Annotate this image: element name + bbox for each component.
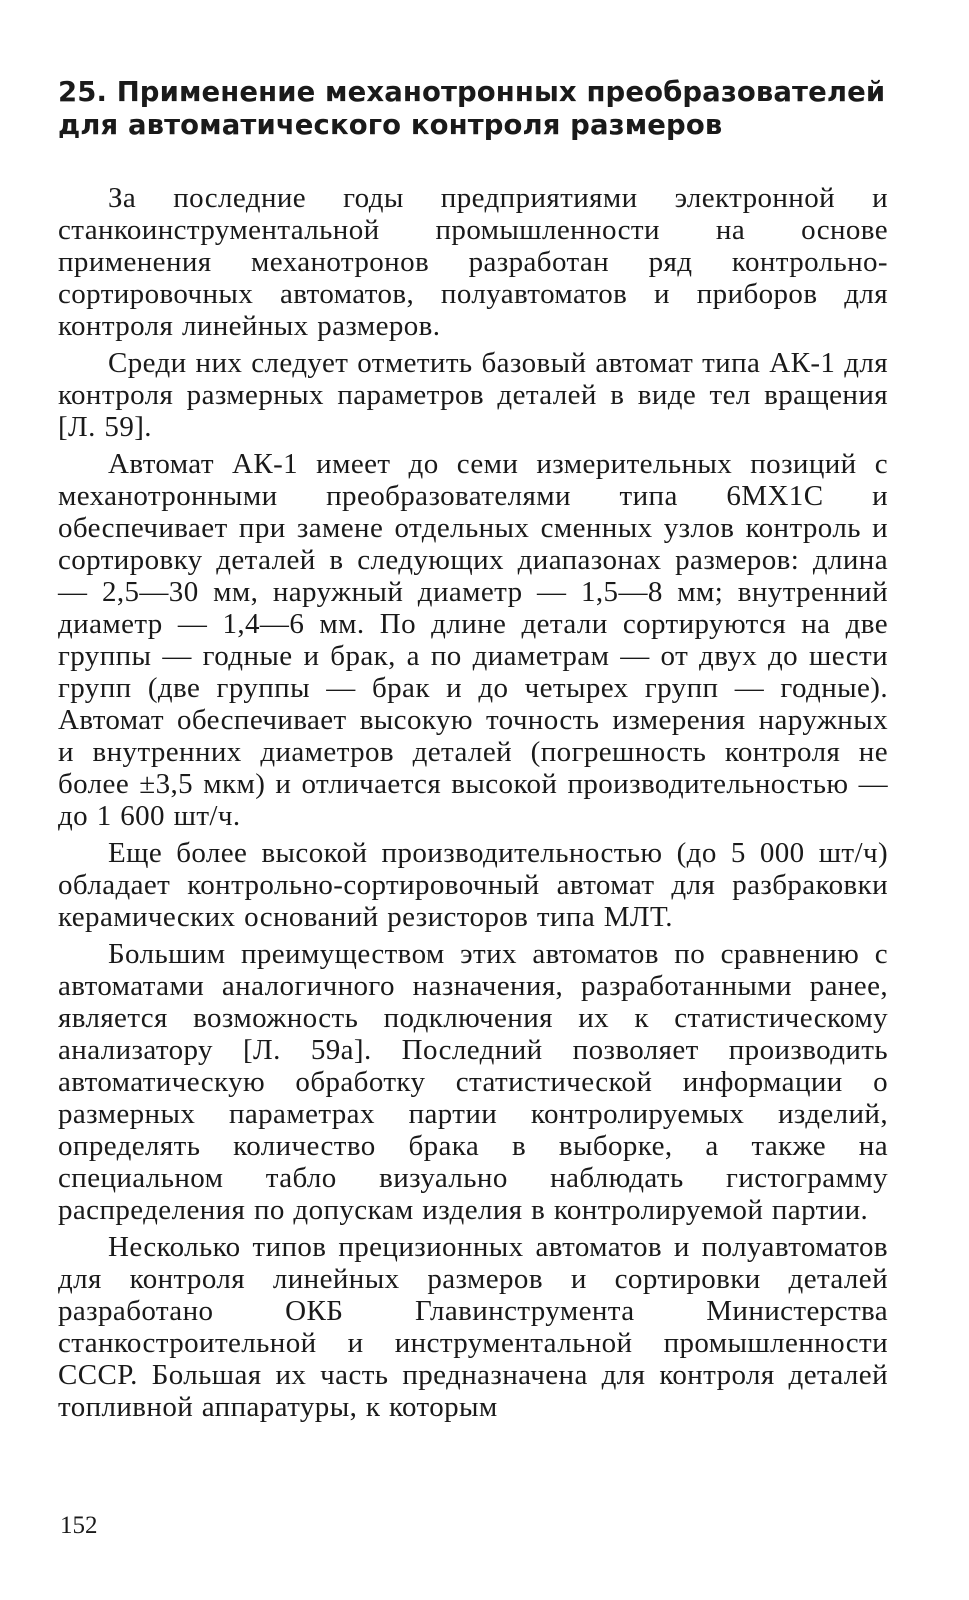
paragraph: Еще более высокой производительностью (до 5 000 шт/ч) обладает контрольно-сортировочный автомат для разбраковки керамических оснований резисторов типа МЛТ. (58, 837, 888, 933)
section-heading-line-1: 25. Применение механотронных преобразователей (58, 76, 886, 108)
paragraph: Несколько типов прецизионных автоматов и полуавтоматов для контроля линейных размеров и сортировки деталей разработано ОКБ Главинструмента Министерства станкостроительной и инструментальной промышленности СССР. Большая их часть предназначена для контроля деталей топливной аппаратуры, к которым (58, 1231, 888, 1423)
section-heading (58, 76, 908, 142)
paragraph: Автомат АК-1 имеет до семи измерительных позиций с механотронными преобразователями типа 6МХ1С и обеспечивает при замене отдельных сменных узлов контроль и сортировку деталей в следующих диапазонах размеров: длина — 2,5—30 мм, наружный диаметр — 1,5—8 мм; внутренний диаметр — 1,4—6 мм. По длине детали сортируются на две группы — годные и брак, а по диаметрам — от двух до шести групп (две группы — брак и до четырех групп — годные). Автомат обеспечивает высокую точность измерения наружных и внутренних диаметров деталей (погрешность контроля не более ±3,5 мкм) и отличается высокой производительностью — до 1 600 шт/ч. (58, 448, 888, 832)
paragraph: За последние годы предприятиями электронной и станкоинструментальной промышленности на основе применения механотронов разработан ряд контрольно-сортировочных автоматов, полуавтоматов и приборов для контроля линейных размеров. (58, 182, 888, 342)
paragraph: Среди них следует отметить базовый автомат типа АК-1 для контроля размерных параметров деталей в виде тел вращения [Л. 59]. (58, 347, 888, 443)
paragraph: Большим преимуществом этих автоматов по сравнению с автоматами аналогичного назначения, разработанными ранее, является возможность подключения их к статистическому анализатору [Л. 59а]. Последний позволяет производить автоматическую обработку статистической информации о размерных параметрах партии контролируемых изделий, определять количество брака в выборке, а также на специальном табло визуально наблюдать гистограмму распределения по допускам изделия в контролируемой партии. (58, 938, 888, 1226)
body-text (58, 182, 888, 1428)
page-number: 152 (60, 1512, 98, 1539)
section-heading-line-2: для автоматического контроля размеров (58, 109, 723, 141)
